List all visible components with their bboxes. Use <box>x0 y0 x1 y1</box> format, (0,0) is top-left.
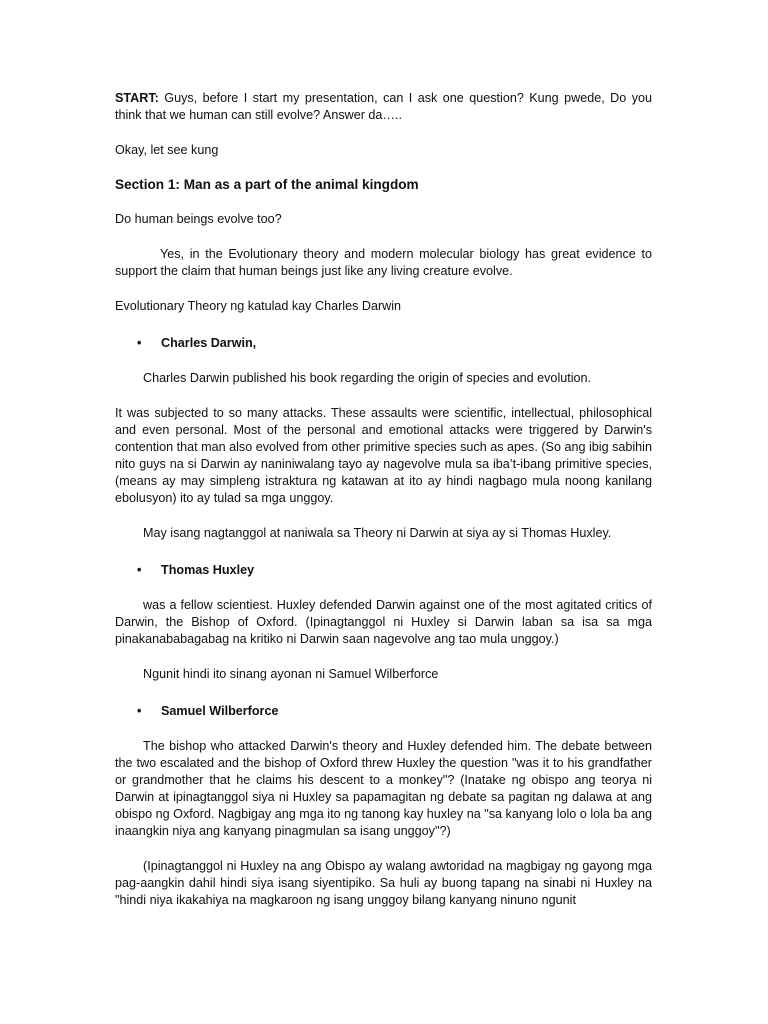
document-body <box>115 90 652 909</box>
darwin-line: Charles Darwin published his book regarding the origin of species and evolution. <box>143 371 592 385</box>
bullet-item-huxley <box>115 562 652 579</box>
bullet-icon: • <box>137 704 142 718</box>
start-paragraph <box>115 90 652 124</box>
bullet-label-darwin: Charles Darwin, <box>161 336 257 350</box>
bullet-label-wilberforce: Samuel Wilberforce <box>161 704 279 718</box>
start-label: START: <box>115 91 159 105</box>
bullet-item-wilberforce <box>115 703 652 720</box>
question-line: Do human beings evolve too? <box>115 212 282 226</box>
bullet-item-darwin <box>115 335 652 352</box>
bullet-icon: • <box>137 563 142 577</box>
okay-line: Okay, let see kung <box>115 143 219 157</box>
last-paragraph: (Ipinagtanggol ni Huxley na ang Obispo ay walang awtoridad na magbigay ng gayong mga pag-aangkin dahil hindi siya isang siyentipiko. Sa huli ay buong tapang na sinabi ni Huxley na "hindi niya ikakahiya na magkaroon ng isang unggoy bilang kanyang ninuno ngunit <box>115 859 652 907</box>
ngunit-line: Ngunit hindi ito sinang ayonan ni Samuel Wilberforce <box>143 667 439 681</box>
bullet-icon: • <box>137 336 142 350</box>
start-text: Guys, before I start my presentation, can I ask one question? Kung pwede, Do you think that we human can still evolve? Answer da….. <box>115 91 652 122</box>
defender-line: May isang nagtanggol at naniwala sa Theory ni Darwin at siya ay si Thomas Huxley. <box>143 526 612 540</box>
attacks-paragraph: It was subjected to so many attacks. These assaults were scientific, intellectual, philosophical and even personal. Most of the personal and emotional attacks were triggered by Darwin's contention that man also evolved from other primitive species such as apes. (So ang ibig sabihin nito guys na si Darwin ay naniniwalang tayo ay nagevolve mula sa iba’t-ibang primitive species, (means ay may simpleng istraktura ng katawan at ito ay hindi nagbago mula noong kanilang ebolusyon) ito ay tulad sa mga unggoy. <box>115 406 652 505</box>
evo-theory-line: Evolutionary Theory ng katulad kay Charles Darwin <box>115 299 402 313</box>
huxley-paragraph: was a fellow scientiest. Huxley defended Darwin against one of the most agitated critics of Darwin, the Bishop of Oxford. (Ipinagtanggol ni Huxley si Darwin laban sa isa sa mga pinakanababagabag na kritiko ni Darwin saan nagevolve ang tao mula unggoy.) <box>115 598 652 646</box>
bullet-label-huxley: Thomas Huxley <box>161 563 255 577</box>
yes-paragraph: Yes, in the Evolutionary theory and modern molecular biology has great evidence to support the claim that human beings just like any living creature evolve. <box>115 247 652 278</box>
bishop-paragraph: The bishop who attacked Darwin's theory and Huxley defended him. The debate between the two escalated and the bishop of Oxford threw Huxley the question "was it to his grandfather or grandmother that he claims his descent to a monkey"? (Inatake ng obispo ang teorya ni Darwin at ipinagtanggol siya ni Huxley sa papamagitan ng debate sa pagitan ng dalawa at ang obispo ng Oxford. Nagbigay ang mga ito ng tanong kay huxley na "sa kanyang lolo o lola ba ang inaangkin niya ang kanyang pinagmulan sa isang unggoy"?) <box>115 739 652 838</box>
section-1-title: Section 1: Man as a part of the animal kingdom <box>115 177 419 192</box>
